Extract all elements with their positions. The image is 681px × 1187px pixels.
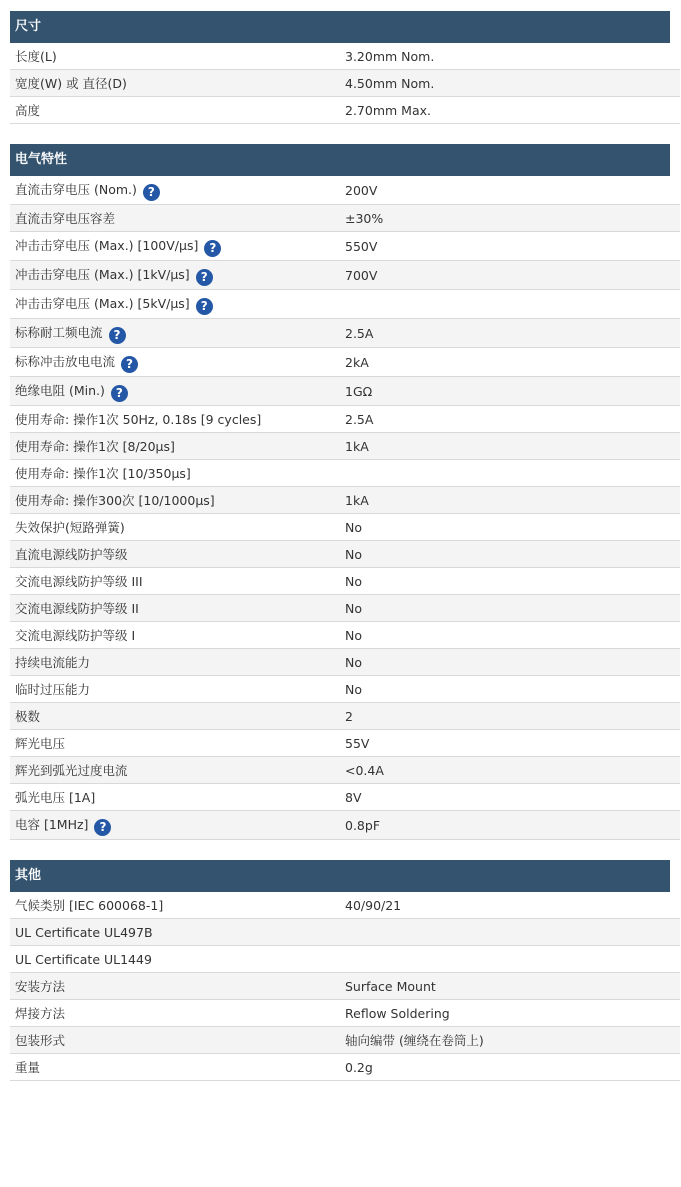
spec-label: 临时过压能力 xyxy=(15,682,91,697)
spec-label-cell xyxy=(10,946,340,973)
table-row xyxy=(10,649,680,676)
spec-label: 包装形式 xyxy=(15,1033,66,1048)
spec-label: 冲击击穿电压 (Max.) [5kV/µs] xyxy=(15,295,190,311)
spec-value: 0.8pF xyxy=(340,811,680,840)
spec-label: 使用寿命: 操作1次 [10/350µs] xyxy=(15,466,191,481)
table-row xyxy=(10,319,680,348)
spec-label-cell xyxy=(10,70,340,97)
spec-label-cell xyxy=(10,433,340,460)
table-row xyxy=(10,406,680,433)
spec-label-cell xyxy=(10,1000,340,1027)
spec-label-cell xyxy=(10,1054,340,1081)
table-row xyxy=(10,892,680,919)
spec-label: 直流击穿电压容差 xyxy=(15,211,116,226)
spec-label: 宽度(W) 或 直径(D) xyxy=(15,76,127,91)
spec-value: 700V xyxy=(340,261,680,290)
help-icon[interactable]: ? xyxy=(121,356,138,373)
spec-label: 使用寿命: 操作300次 [10/1000µs] xyxy=(15,493,215,508)
spec-label-cell xyxy=(10,757,340,784)
spec-label: 使用寿命: 操作1次 [8/20µs] xyxy=(15,439,175,454)
spec-label: 冲击击穿电压 (Max.) [1kV/µs] xyxy=(15,266,190,282)
help-icon[interactable]: ? xyxy=(196,269,213,286)
help-icon[interactable]: ? xyxy=(109,327,126,344)
spec-value: Reflow Soldering xyxy=(340,1000,680,1027)
spec-value xyxy=(340,946,680,973)
spec-value: 4.50mm Nom. xyxy=(340,70,680,97)
spec-value: No xyxy=(340,514,680,541)
table-row xyxy=(10,97,680,124)
spec-value: 550V xyxy=(340,232,680,261)
table-row xyxy=(10,784,680,811)
table-row xyxy=(10,703,680,730)
table-row xyxy=(10,541,680,568)
table-row xyxy=(10,460,680,487)
spec-label: 弧光电压 [1A] xyxy=(15,790,96,805)
table-row xyxy=(10,919,680,946)
spec-label-cell xyxy=(10,406,340,433)
spec-label-cell xyxy=(10,919,340,946)
table-row xyxy=(10,290,680,319)
table-row xyxy=(10,946,680,973)
spec-label-cell xyxy=(10,568,340,595)
spec-label-cell xyxy=(10,514,340,541)
spec-value: 2.5A xyxy=(340,406,680,433)
spec-value: 2.70mm Max. xyxy=(340,97,680,124)
spec-sheet xyxy=(10,11,670,1101)
spec-value: No xyxy=(340,568,680,595)
spec-value: 40/90/21 xyxy=(340,892,680,919)
spec-label-cell xyxy=(10,487,340,514)
spec-label-cell xyxy=(10,290,340,319)
spec-label: 使用寿命: 操作1次 50Hz, 0.18s [9 cycles] xyxy=(15,412,262,427)
spec-label: 安装方法 xyxy=(15,979,66,994)
spec-label-cell xyxy=(10,377,340,406)
table-row xyxy=(10,730,680,757)
spec-label-cell xyxy=(10,649,340,676)
spec-value: 0.2g xyxy=(340,1054,680,1081)
spec-label: 持续电流能力 xyxy=(15,655,91,670)
spec-label: 交流电源线防护等级 I xyxy=(15,628,136,643)
section-title: 电气特性 xyxy=(10,144,670,176)
spec-value: No xyxy=(340,622,680,649)
spec-value: 200V xyxy=(340,176,680,205)
table-row xyxy=(10,433,680,460)
section-dimensions xyxy=(10,11,670,124)
spec-label: 绝缘电阻 (Min.) xyxy=(15,382,105,398)
table-row xyxy=(10,811,680,840)
spec-label: 长度(L) xyxy=(15,49,57,64)
spec-label-cell xyxy=(10,730,340,757)
table-row xyxy=(10,377,680,406)
spec-label-cell xyxy=(10,541,340,568)
table-row xyxy=(10,205,680,232)
spec-label-cell xyxy=(10,703,340,730)
spec-label-cell xyxy=(10,1027,340,1054)
spec-label-cell xyxy=(10,892,340,919)
spec-label-cell xyxy=(10,784,340,811)
table-row xyxy=(10,43,680,70)
spec-label: 标称耐工频电流 xyxy=(15,324,103,340)
table-row xyxy=(10,514,680,541)
table-row xyxy=(10,487,680,514)
table-row xyxy=(10,973,680,1000)
spec-value: 1GΩ xyxy=(340,377,680,406)
spec-label: 冲击击穿电压 (Max.) [100V/µs] xyxy=(15,237,199,253)
table-row xyxy=(10,622,680,649)
spec-value xyxy=(340,290,680,319)
spec-label-cell xyxy=(10,348,340,377)
table-row xyxy=(10,757,680,784)
spec-label: 交流电源线防护等级 II xyxy=(15,601,139,616)
spec-label: 焊接方法 xyxy=(15,1006,66,1021)
spec-label: 直流电源线防护等级 xyxy=(15,547,128,562)
spec-label-cell xyxy=(10,176,340,205)
spec-label: 气候类别 [IEC 600068-1] xyxy=(15,898,164,913)
spec-value: ±30% xyxy=(340,205,680,232)
spec-value: 3.20mm Nom. xyxy=(340,43,680,70)
spec-value: 8V xyxy=(340,784,680,811)
spec-label-cell xyxy=(10,43,340,70)
spec-label-cell xyxy=(10,811,340,840)
spec-value: 55V xyxy=(340,730,680,757)
spec-value xyxy=(340,460,680,487)
spec-value: 1kA xyxy=(340,487,680,514)
table-row xyxy=(10,1027,680,1054)
spec-label: 电容 [1MHz] xyxy=(15,816,89,832)
spec-value: 1kA xyxy=(340,433,680,460)
help-icon[interactable]: ? xyxy=(204,240,221,257)
spec-value: No xyxy=(340,595,680,622)
table-row xyxy=(10,595,680,622)
spec-label-cell xyxy=(10,261,340,290)
table-row xyxy=(10,70,680,97)
help-icon[interactable]: ? xyxy=(196,298,213,315)
table-row xyxy=(10,232,680,261)
spec-table xyxy=(10,176,680,840)
help-icon[interactable]: ? xyxy=(94,819,111,836)
spec-value: 2.5A xyxy=(340,319,680,348)
spec-label-cell xyxy=(10,319,340,348)
table-row xyxy=(10,176,680,205)
spec-value: No xyxy=(340,676,680,703)
spec-label-cell xyxy=(10,205,340,232)
spec-label-cell xyxy=(10,676,340,703)
section-title: 其他 xyxy=(10,860,670,892)
spec-label-cell xyxy=(10,595,340,622)
spec-label-cell xyxy=(10,232,340,261)
spec-label: 标称冲击放电电流 xyxy=(15,353,116,369)
spec-label: 交流电源线防护等级 III xyxy=(15,574,143,589)
table-row xyxy=(10,261,680,290)
help-icon[interactable]: ? xyxy=(111,385,128,402)
spec-value: 轴向编带 (缠绕在卷筒上) xyxy=(340,1027,680,1054)
spec-label: 直流击穿电压 (Nom.) xyxy=(15,181,137,197)
spec-value: Surface Mount xyxy=(340,973,680,1000)
table-row xyxy=(10,568,680,595)
spec-value: No xyxy=(340,649,680,676)
spec-label: 重量 xyxy=(15,1060,41,1075)
table-row xyxy=(10,348,680,377)
spec-label: 辉光到弧光过度电流 xyxy=(15,763,128,778)
spec-label-cell xyxy=(10,622,340,649)
spec-label: 失效保护(短路弹簧) xyxy=(15,520,125,535)
spec-value: No xyxy=(340,541,680,568)
spec-label: 辉光电压 xyxy=(15,736,66,751)
spec-table xyxy=(10,892,680,1081)
spec-label: 高度 xyxy=(15,103,41,118)
table-row xyxy=(10,676,680,703)
spec-value: 2kA xyxy=(340,348,680,377)
spec-value: 2 xyxy=(340,703,680,730)
table-row xyxy=(10,1054,680,1081)
help-icon[interactable]: ? xyxy=(143,184,160,201)
spec-label: 极数 xyxy=(15,709,41,724)
spec-table xyxy=(10,43,680,124)
section-title: 尺寸 xyxy=(10,11,670,43)
section-electrical xyxy=(10,144,670,840)
spec-value: <0.4A xyxy=(340,757,680,784)
spec-value xyxy=(340,919,680,946)
spec-label-cell xyxy=(10,97,340,124)
table-row xyxy=(10,1000,680,1027)
spec-label-cell xyxy=(10,460,340,487)
spec-label-cell xyxy=(10,973,340,1000)
spec-label: UL Certificate UL1449 xyxy=(15,951,152,967)
spec-label: UL Certificate UL497B xyxy=(15,924,153,940)
section-other xyxy=(10,860,670,1081)
